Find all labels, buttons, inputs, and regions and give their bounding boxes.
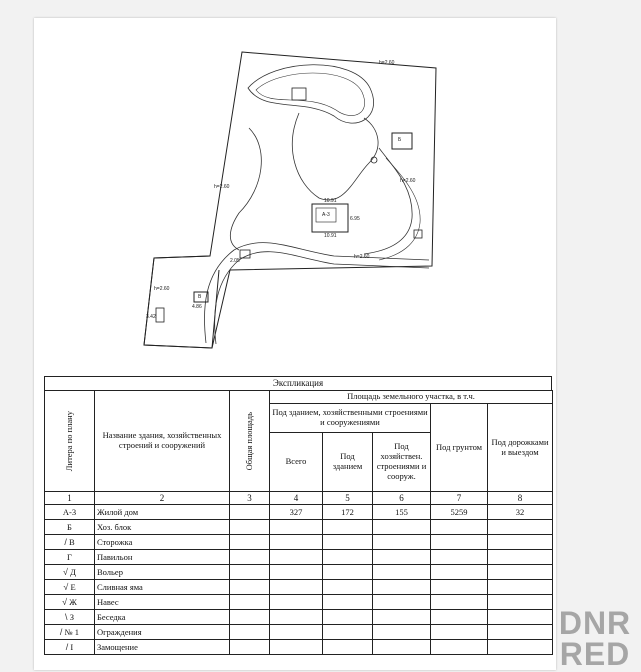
- cell-building: [323, 625, 373, 640]
- cell-ground: [431, 550, 488, 565]
- column-number: 1: [45, 492, 95, 505]
- cell-litera: [45, 535, 95, 550]
- table-row: [45, 505, 553, 520]
- table-row: [45, 580, 553, 595]
- cell-name: Сливная яма: [95, 580, 230, 595]
- check-mark: √: [63, 582, 69, 592]
- cell-household: 155: [373, 505, 431, 520]
- cell-paths: [488, 625, 553, 640]
- plot-boundary: [144, 52, 436, 348]
- litera-value: Д: [70, 567, 76, 577]
- check-mark: √: [63, 567, 68, 577]
- cell-name: Хоз. блок: [95, 520, 230, 535]
- cell-ground: [431, 565, 488, 580]
- cell-litera: [45, 550, 95, 565]
- cell-paths: 32: [488, 505, 553, 520]
- column-number: 2: [95, 492, 230, 505]
- column-numbers-row: [45, 492, 553, 505]
- dim-small: 2.05: [230, 258, 240, 264]
- check-mark: /: [65, 642, 69, 652]
- cell-all: [270, 610, 323, 625]
- column-number: 4: [270, 492, 323, 505]
- cell-paths: [488, 565, 553, 580]
- garden-path-right: [364, 148, 412, 254]
- watermark-logo: [549, 605, 641, 672]
- cell-litera: [45, 580, 95, 595]
- cell-all: 327: [270, 505, 323, 520]
- dim-house-top: 10.91: [324, 198, 337, 204]
- cell-building: [323, 565, 373, 580]
- column-number: 7: [431, 492, 488, 505]
- cell-paths: [488, 640, 553, 655]
- height-label-right: h=2.60: [400, 178, 416, 184]
- cell-total: [230, 595, 270, 610]
- cell-household: [373, 595, 431, 610]
- table-row: [45, 550, 553, 565]
- cell-household: [373, 625, 431, 640]
- litera-value: Б: [67, 522, 72, 532]
- cell-ground: [431, 625, 488, 640]
- cell-building: [323, 535, 373, 550]
- table-row: [45, 565, 553, 580]
- small-structure-top: [292, 88, 306, 100]
- cell-name: Жилой дом: [95, 505, 230, 520]
- cell-ground: [431, 580, 488, 595]
- cell-name: Навес: [95, 595, 230, 610]
- watermark-line-1: DNR: [558, 605, 632, 641]
- cell-building: [323, 595, 373, 610]
- cell-paths: [488, 550, 553, 565]
- column-number: 5: [323, 492, 373, 505]
- header-under-household: Под хозяйствен. строениями и сооруж.: [373, 433, 431, 492]
- cell-ground: [431, 535, 488, 550]
- dim-building-b: 4.86: [192, 304, 202, 310]
- dim-house-side: 6.95: [350, 216, 360, 222]
- cell-name: Ограждения: [95, 625, 230, 640]
- cell-all: [270, 595, 323, 610]
- cell-total: [230, 550, 270, 565]
- height-label-top: h=2.60: [379, 60, 395, 66]
- litera-value: З: [69, 612, 74, 622]
- cell-paths: [488, 520, 553, 535]
- table-row: [45, 520, 553, 535]
- litera-value: Ж: [69, 597, 77, 607]
- cell-all: [270, 565, 323, 580]
- garden-path-right-2: [379, 158, 420, 260]
- cell-total: [230, 565, 270, 580]
- header-ground: Под грунтом: [431, 404, 488, 492]
- label-building-b: Б: [398, 137, 402, 143]
- site-plan: [34, 18, 556, 373]
- header-under-building: Под зданием: [323, 433, 373, 492]
- cell-total: [230, 625, 270, 640]
- cell-ground: [431, 595, 488, 610]
- cell-total: [230, 505, 270, 520]
- cell-litera: [45, 595, 95, 610]
- check-mark: \: [65, 612, 68, 622]
- header-under-buildings: Под зданием, хозяйственными строениями и сооружениями: [270, 404, 431, 433]
- cell-building: [323, 640, 373, 655]
- cell-name: Замощение: [95, 640, 230, 655]
- litera-value: А-3: [62, 507, 77, 517]
- cell-paths: [488, 595, 553, 610]
- cell-all: [270, 535, 323, 550]
- cell-household: [373, 565, 431, 580]
- small-structure-left: [156, 308, 164, 322]
- table-body: [45, 505, 553, 655]
- table-row: [45, 610, 553, 625]
- cell-litera: [45, 505, 95, 520]
- cell-total: [230, 640, 270, 655]
- cell-litera: [45, 610, 95, 625]
- label-building-v: В: [198, 294, 202, 300]
- dim-house-bottom: 10.91: [324, 233, 337, 239]
- cell-all: [270, 640, 323, 655]
- table-row: [45, 595, 553, 610]
- cell-building: [323, 610, 373, 625]
- check-mark: √: [62, 597, 68, 607]
- cell-name: Павильон: [95, 550, 230, 565]
- column-number: 8: [488, 492, 553, 505]
- cell-ground: [431, 610, 488, 625]
- height-label-left: h=2.60: [214, 184, 230, 190]
- cell-paths: [488, 580, 553, 595]
- height-label-bottom: h=2.60: [354, 254, 370, 260]
- explication-table: [44, 376, 552, 655]
- watermark-line-2: RED: [559, 636, 631, 672]
- cell-all: [270, 625, 323, 640]
- cell-building: [323, 520, 373, 535]
- cell-ground: 5259: [431, 505, 488, 520]
- dim-building-v: 3.42: [146, 314, 156, 320]
- table-row: [45, 535, 553, 550]
- column-number: 6: [373, 492, 431, 505]
- header-total-area: Общая площадь: [230, 391, 270, 492]
- garden-path-center: [292, 113, 378, 200]
- litera-value: Е: [70, 582, 76, 592]
- header-all: Всего: [270, 433, 323, 492]
- cell-all: [270, 580, 323, 595]
- cell-litera: [45, 520, 95, 535]
- cell-building: [323, 550, 373, 565]
- cell-total: [230, 610, 270, 625]
- cell-total: [230, 520, 270, 535]
- litera-value: I: [70, 642, 74, 652]
- document-page: [34, 18, 632, 672]
- cell-name: Беседка: [95, 610, 230, 625]
- cell-total: [230, 535, 270, 550]
- cell-total: [230, 580, 270, 595]
- header-paths: Под дорожками и выездом: [488, 404, 553, 492]
- cell-litera: [45, 640, 95, 655]
- height-label-lower-left: h=2.60: [154, 286, 170, 292]
- table-row: [45, 625, 553, 640]
- check-mark: /: [64, 537, 67, 547]
- cell-paths: [488, 610, 553, 625]
- litera-value: Г: [67, 552, 72, 562]
- cell-household: [373, 610, 431, 625]
- label-house-a3: A-3: [322, 212, 330, 218]
- cell-household: [373, 640, 431, 655]
- cell-household: [373, 535, 431, 550]
- cell-litera: [45, 565, 95, 580]
- cell-paths: [488, 535, 553, 550]
- garden-path-left: [230, 128, 261, 250]
- litera-value: № 1: [64, 627, 80, 637]
- cell-name: Вольер: [95, 565, 230, 580]
- cell-all: [270, 550, 323, 565]
- cell-name: Сторожка: [95, 535, 230, 550]
- cell-all: [270, 520, 323, 535]
- cell-household: [373, 580, 431, 595]
- cell-ground: [431, 520, 488, 535]
- cell-building: 172: [323, 505, 373, 520]
- litera-value: В: [68, 537, 75, 547]
- cell-household: [373, 550, 431, 565]
- building-b: [392, 133, 412, 149]
- cell-household: [373, 520, 431, 535]
- driveway-edge: [215, 252, 429, 344]
- header-litera: Литера по плану: [45, 391, 95, 492]
- header-name: Название здания, хозяйственных строений и сооружений: [95, 391, 230, 492]
- table-title: Экспликация: [44, 376, 552, 390]
- site-plan-drawing: [34, 18, 556, 373]
- check-mark: /: [59, 627, 63, 637]
- table-row: [45, 640, 553, 655]
- garden-path-loop-inner: [256, 73, 365, 116]
- garden-path-loop: [248, 65, 374, 123]
- column-number: 3: [230, 492, 270, 505]
- cell-ground: [431, 640, 488, 655]
- cell-building: [323, 580, 373, 595]
- header-land-area: Площадь земельного участка, в т.ч.: [270, 391, 553, 404]
- cell-litera: [45, 625, 95, 640]
